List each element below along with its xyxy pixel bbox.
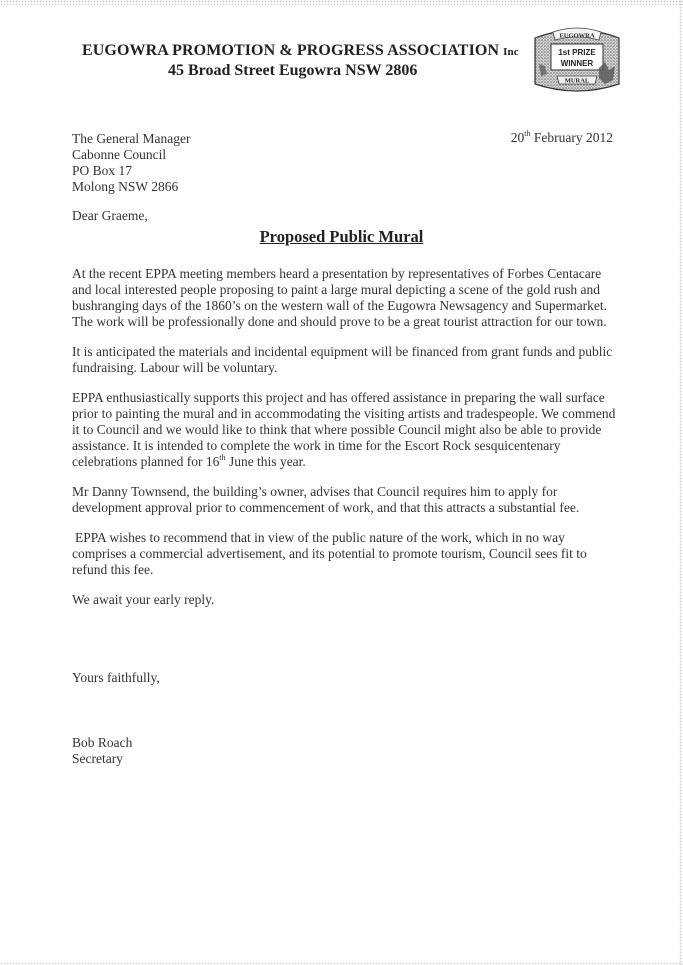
logo-line-2: WINNER: [560, 59, 594, 68]
signer-name: Bob Roach: [72, 735, 133, 750]
date-ordinal: th: [219, 453, 226, 462]
body-paragraph: It is anticipated the materials and incidental equipment will be financed from grant funds and public fundraising. Labour will be voluntary.: [72, 344, 613, 375]
recipient-line: Cabonne Council: [72, 147, 167, 162]
letter-body: [72, 266, 622, 622]
mural-prize-logo: [529, 24, 625, 96]
signature-block: [72, 735, 132, 767]
body-paragraph: [72, 390, 622, 470]
body-paragraph: At the recent EPPA meeting members heard a presentation by representatives of Forbes Centacare and local interested people proposing to paint a large mural depicting a scene of the gold rush and bushranging days of the 1860’s on the western wall of the Eugowra Newsagency and Supermarket. The work will be professionally done and should prove to be a great tourist attraction for our town.: [72, 266, 607, 329]
organization-suffix: Inc: [503, 46, 519, 58]
recipient-line: PO Box 17: [72, 163, 133, 178]
signer-title: Secretary: [72, 751, 123, 766]
organization-address: 45 Broad Street Eugowra NSW 2806: [168, 62, 418, 79]
date-month-year: February 2012: [533, 130, 613, 145]
organization-name-text: EUGOWRA PROMOTION & PROGRESS ASSOCIATION: [82, 42, 500, 59]
salutation: Dear Graeme,: [72, 208, 148, 223]
closing: Yours faithfully,: [72, 670, 160, 685]
recipient-address-block: [72, 131, 190, 195]
body-paragraph: Mr Danny Townsend, the building’s owner, advises that Council requires him to apply for development approval prior to commencement of work, and that this attracts a substantial fee.: [72, 484, 580, 515]
scan-edge-top: [0, 0, 683, 5]
logo-line-1: 1st PRIZE: [558, 48, 596, 57]
paragraph-text: June this year.: [225, 454, 306, 469]
logo-bottom-text: MURAL: [564, 77, 590, 85]
date-ordinal: th: [524, 129, 531, 138]
body-paragraph: EPPA wishes to recommend that in view of the public nature of the work, which in no way comprises a commercial advertisement, and its potential to promote tourism, Council sees fit to refund this fee.: [72, 530, 587, 577]
subject-heading: Proposed Public Mural: [259, 227, 424, 246]
logo-top-text: EUGOWRA: [559, 32, 595, 40]
organization-name: [82, 42, 519, 60]
date-day: 20: [510, 130, 525, 145]
body-paragraph: We await your early reply.: [72, 592, 215, 607]
paragraph-text: EPPA enthusiastically supports this project and has offered assistance in preparing the wall surface prior to painting the mural and in accommodating the visiting artists and tradespeople. We commend it to Council and we would like to think that where possible Council might also be able to provide assistance. It is intended to complete the work in time for the Escort Rock sesquicentenary celebrations planned for 16: [72, 390, 616, 469]
recipient-line: Molong NSW 2866: [72, 179, 179, 194]
scan-edge-right: [679, 0, 683, 965]
letter-date: [511, 130, 613, 146]
recipient-line: The General Manager: [72, 131, 191, 146]
